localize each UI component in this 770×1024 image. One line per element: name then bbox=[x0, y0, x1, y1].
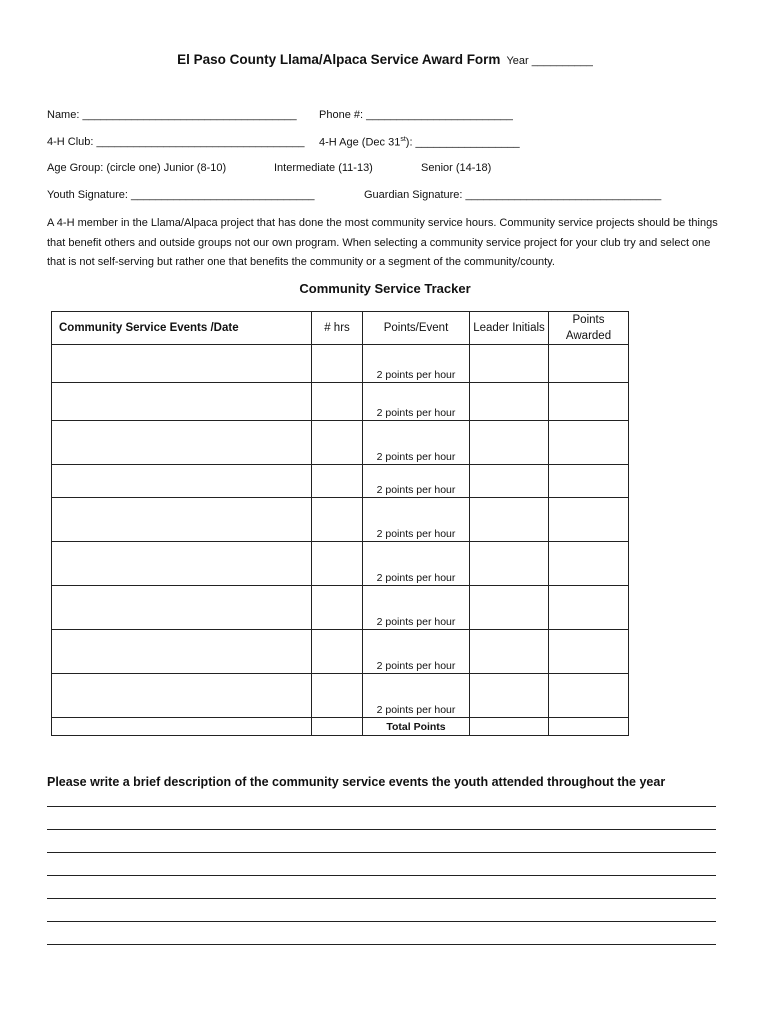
event-cell[interactable] bbox=[52, 383, 312, 421]
table-row bbox=[52, 674, 629, 718]
description-line[interactable] bbox=[47, 806, 716, 807]
header-leader-initials: Leader Initials bbox=[470, 312, 549, 345]
leader-cell[interactable] bbox=[470, 498, 549, 542]
hours-cell[interactable] bbox=[312, 383, 363, 421]
total-points-label: Total Points bbox=[363, 718, 470, 736]
leader-cell[interactable] bbox=[470, 542, 549, 586]
hours-cell[interactable] bbox=[312, 542, 363, 586]
form-title-line bbox=[0, 52, 770, 67]
points-cell: 2 points per hour bbox=[363, 345, 470, 383]
table-row bbox=[52, 630, 629, 674]
hours-cell[interactable] bbox=[312, 498, 363, 542]
leader-cell[interactable] bbox=[470, 674, 549, 718]
age-group-senior[interactable]: Senior (14-18) bbox=[421, 162, 492, 174]
points-cell: 2 points per hour bbox=[363, 421, 470, 465]
hours-cell[interactable] bbox=[312, 630, 363, 674]
phone-field[interactable]: Phone #: ________________________ bbox=[319, 109, 513, 121]
description-line[interactable] bbox=[47, 875, 716, 876]
awarded-cell[interactable] bbox=[549, 345, 629, 383]
awarded-cell[interactable] bbox=[549, 542, 629, 586]
age-field-super: st bbox=[400, 136, 406, 143]
header-points-awarded: Points Awarded bbox=[549, 312, 629, 345]
instructions-paragraph: A 4-H member in the Llama/Alpaca project that has done the most community service hours. Community service projects should be things that benefit others and outside groups not our own program. When selecting a community service project for your club try and select one that is not self-serving but rather one that benefits the community or a segment of the community/county. bbox=[47, 217, 718, 268]
hours-cell[interactable] bbox=[312, 421, 363, 465]
table-row bbox=[52, 383, 629, 421]
form-title: El Paso County Llama/Alpaca Service Award Form bbox=[177, 52, 501, 67]
header-hours: # hrs bbox=[312, 312, 363, 345]
table-row bbox=[52, 542, 629, 586]
awarded-cell[interactable] bbox=[549, 383, 629, 421]
total-empty-cell bbox=[52, 718, 312, 736]
event-cell[interactable] bbox=[52, 630, 312, 674]
age-field-suffix: ): _________________ bbox=[405, 136, 520, 149]
description-line[interactable] bbox=[47, 921, 716, 922]
header-points-event: Points/Event bbox=[363, 312, 470, 345]
age-group-junior[interactable]: Age Group: (circle one) Junior (8-10) bbox=[47, 162, 227, 174]
table-row bbox=[52, 345, 629, 383]
points-cell: 2 points per hour bbox=[363, 586, 470, 630]
points-cell: 2 points per hour bbox=[363, 498, 470, 542]
table-header-row bbox=[52, 312, 629, 345]
event-cell[interactable] bbox=[52, 421, 312, 465]
awarded-cell[interactable] bbox=[549, 586, 629, 630]
event-cell[interactable] bbox=[52, 345, 312, 383]
awarded-cell[interactable] bbox=[549, 421, 629, 465]
leader-cell[interactable] bbox=[470, 465, 549, 498]
event-cell[interactable] bbox=[52, 674, 312, 718]
year-field[interactable]: Year __________ bbox=[506, 55, 593, 67]
total-leader-cell[interactable] bbox=[470, 718, 549, 736]
youth-signature-field[interactable]: Youth Signature: ______________________________ bbox=[47, 189, 315, 201]
name-field[interactable]: Name: ___________________________________ bbox=[47, 109, 297, 121]
points-cell: 2 points per hour bbox=[363, 674, 470, 718]
age-field-prefix: 4-H Age (Dec 31 bbox=[319, 136, 401, 149]
points-cell: 2 points per hour bbox=[363, 542, 470, 586]
points-cell: 2 points per hour bbox=[363, 383, 470, 421]
description-prompt: Please write a brief description of the community service events the youth attended throughout the year bbox=[47, 775, 666, 789]
table-row bbox=[52, 421, 629, 465]
table-row bbox=[52, 465, 629, 498]
description-line[interactable] bbox=[47, 852, 716, 853]
event-cell[interactable] bbox=[52, 498, 312, 542]
description-line[interactable] bbox=[47, 944, 716, 945]
event-cell[interactable] bbox=[52, 465, 312, 498]
hours-cell[interactable] bbox=[312, 345, 363, 383]
total-empty-cell bbox=[312, 718, 363, 736]
event-cell[interactable] bbox=[52, 586, 312, 630]
leader-cell[interactable] bbox=[470, 383, 549, 421]
event-cell[interactable] bbox=[52, 542, 312, 586]
points-cell: 2 points per hour bbox=[363, 465, 470, 498]
hours-cell[interactable] bbox=[312, 586, 363, 630]
awarded-cell[interactable] bbox=[549, 674, 629, 718]
leader-cell[interactable] bbox=[470, 345, 549, 383]
total-awarded-cell[interactable] bbox=[549, 718, 629, 736]
leader-cell[interactable] bbox=[470, 630, 549, 674]
hours-cell[interactable] bbox=[312, 465, 363, 498]
points-cell: 2 points per hour bbox=[363, 630, 470, 674]
awarded-cell[interactable] bbox=[549, 465, 629, 498]
club-field[interactable]: 4-H Club: __________________________________ bbox=[47, 136, 305, 148]
description-line[interactable] bbox=[47, 898, 716, 899]
leader-cell[interactable] bbox=[470, 421, 549, 465]
header-events: Community Service Events /Date bbox=[52, 312, 312, 345]
hours-cell[interactable] bbox=[312, 674, 363, 718]
age-group-intermediate[interactable]: Intermediate (11-13) bbox=[274, 162, 373, 174]
leader-cell[interactable] bbox=[470, 586, 549, 630]
table-row bbox=[52, 586, 629, 630]
awarded-cell[interactable] bbox=[549, 498, 629, 542]
tracker-title: Community Service Tracker bbox=[299, 281, 471, 296]
guardian-signature-field[interactable]: Guardian Signature: ________________________________ bbox=[364, 189, 662, 201]
awarded-cell[interactable] bbox=[549, 630, 629, 674]
table-row bbox=[52, 498, 629, 542]
total-row bbox=[52, 718, 629, 736]
community-service-tracker-table bbox=[51, 311, 629, 736]
age-field[interactable] bbox=[319, 136, 520, 149]
description-line[interactable] bbox=[47, 829, 716, 830]
